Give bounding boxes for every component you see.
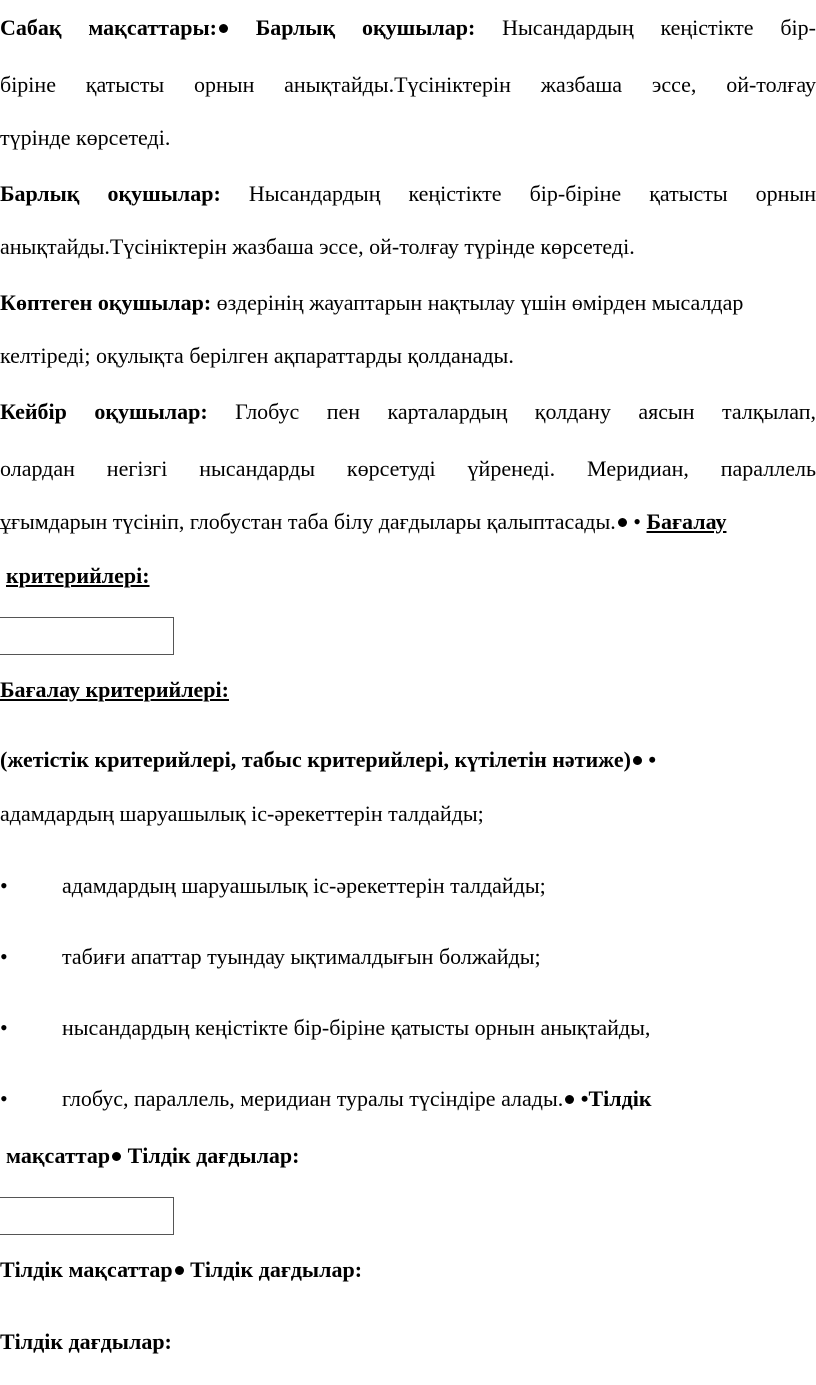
list-item: • табиғи апаттар туындау ықтималдығын болжайды;: [0, 944, 541, 969]
p4-line-1: [0, 398, 816, 426]
p2-line-2: анықтайды.Түсініктерін жазбаша эссе, ой-толғау түрінде көрсетеді.: [0, 234, 635, 259]
list-item: • нысандардың кеңістікте бір-біріне қатысты орнын анықтайды,: [0, 1015, 651, 1040]
p2-text: Нысандардың кеңістікте бір-біріне қатысты орнын: [220, 181, 816, 206]
bullet-dot-icon: [618, 518, 627, 527]
all-students-label: Барлық оқушылар:: [0, 181, 221, 206]
p1-text: Нысандардың кеңістікте бір-: [475, 15, 816, 40]
list-item: • адамдардың шаруашылық іс-әрекеттерін талдайды;: [0, 873, 546, 898]
p1-line-2: біріне қатысты орнын анықтайды.Түсініктерін жазбаша эссе, ой-толғау: [0, 72, 816, 97]
language-goals-line: мақсаттар Тілдік дағдылар:: [6, 1143, 300, 1168]
criteria-heading-part: критерийлері:: [6, 563, 150, 588]
p1-line-3: түрінде көрсетеді.: [0, 125, 171, 150]
p4-line-4: [6, 562, 816, 590]
p1-line-1: [0, 14, 816, 42]
p4-line-3: [0, 508, 816, 536]
list-item: • глобус, параллель, меридиан туралы түсіндіре алады. •Тілдік: [0, 1086, 652, 1111]
empty-box: [0, 1197, 174, 1235]
bullet-dot-icon: [112, 1152, 121, 1161]
p4-line-2: олардан негізгі нысандарды көрсетуді үйренеді. Меридиан, параллель: [0, 456, 816, 481]
criteria-line: адамдардың шаруашылық іс-әрекеттерін талдайды;: [0, 801, 484, 826]
language-goals-heading: Тілдік мақсаттар Тілдік дағдылар:: [0, 1257, 363, 1282]
bullet-dot-icon: [565, 1095, 574, 1104]
p3-line-1: [0, 289, 816, 317]
lesson-goals-label: Сабақ мақсаттары:: [0, 15, 217, 40]
criteria-subheading: (жетістік критерийлері, табыс критерийлері, күтілетін нәтиже) •: [0, 747, 657, 772]
p3-text: өздерінің жауаптарын нақтылау үшін өмірден мысалдар: [211, 290, 744, 315]
bullet-dot-icon: [175, 1266, 184, 1275]
bullet-char: •: [627, 509, 647, 534]
criteria-heading-part: Бағалау: [646, 509, 727, 534]
some-students-label: Кейбір оқушылар:: [0, 399, 208, 424]
p4-text: Глобус пен карталардың қолдану аясын талқылап,: [207, 399, 816, 424]
many-students-label: Көптеген оқушылар:: [0, 290, 212, 315]
language-skills-heading: Тілдік дағдылар:: [0, 1329, 172, 1354]
p3-line-2: келтіреді; оқулықта берілген ақпараттарды қолданады.: [0, 343, 514, 368]
p2-line-1: [0, 180, 816, 208]
bullet-dot-icon: [219, 24, 228, 33]
all-students-label: Барлық оқушылар:: [228, 15, 476, 40]
empty-box: [0, 617, 174, 655]
bullet-dot-icon: [633, 756, 642, 765]
p4-text-3: ұғымдарын түсініп, глобустан таба білу дағдылары қалыптасады.: [0, 509, 616, 534]
criteria-heading: Бағалау критерийлері:: [0, 677, 229, 702]
